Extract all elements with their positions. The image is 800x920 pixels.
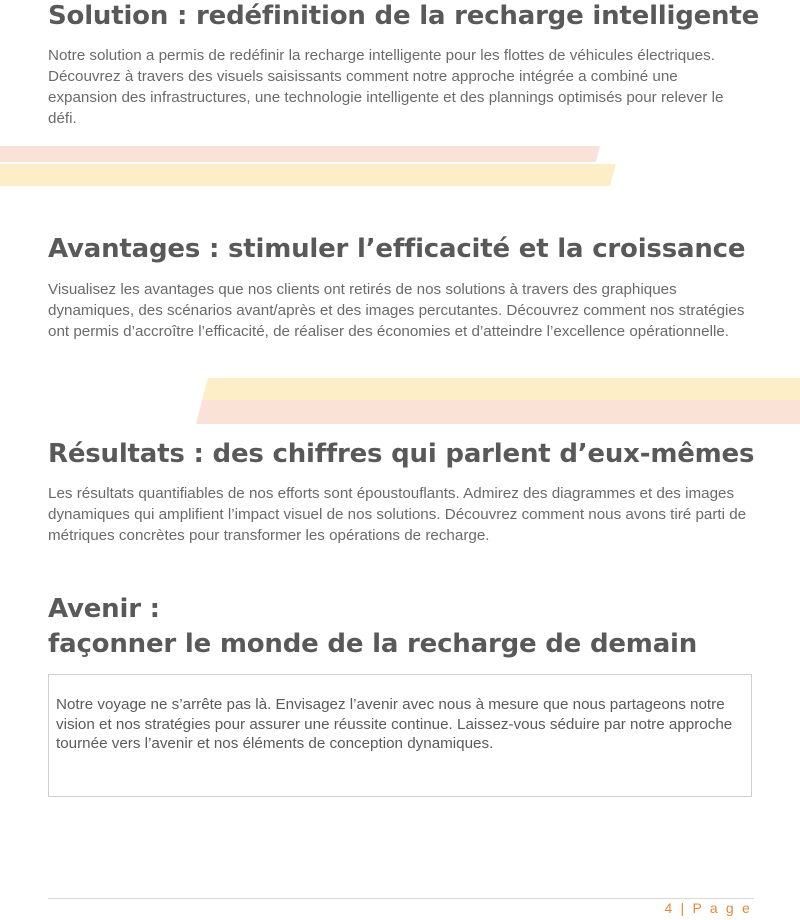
section-avantages-body: Visualisez les avantages que nos clients ont retirés de nos solutions à travers des graphiques dynamiques, des scénarios avant/après et des images percutantes. Découvrez comment nos stratégies ont permis d’accroître l’efficacité, de réaliser des économies et d’atteindre l’excellence opérationnelle.: [48, 281, 745, 340]
decorative-band-middle: [196, 378, 800, 426]
section-avenir-body: Notre voyage ne s’arrête pas là. Envisagez l’avenir avec nous à mesure que nous partageons notre vision et nos stratégies pour assurer une réussite continue. Laissez-vous séduire par notre approche tournée vers l’avenir et nos éléments de conception dynamiques.: [56, 696, 733, 752]
section-avenir-title-line1: Avenir :: [48, 594, 160, 624]
section-solution-body: Notre solution a permis de redéfinir la recharge intelligente pour les flottes de véhicules électriques. Découvrez à travers des visuels saisissants comment notre approche intégrée a combiné une expansion des infrastructures, une technologie intelligente et des plannings optimisés pour relever le défi.: [48, 47, 724, 127]
section-solution-title: Solution : redéfinition de la recharge intelligente: [48, 1, 760, 31]
decorative-band-top: [0, 144, 620, 188]
section-avantages-title: Avantages : stimuler l’efficacité et la croissance: [48, 234, 746, 264]
avenir-callout-box: [48, 674, 752, 797]
page-number: 4 | P a g e: [664, 900, 752, 916]
section-resultats-body: Les résultats quantifiables de nos efforts sont époustouflants. Admirez des diagrammes et des images dynamiques qui amplifient l’impact visuel de nos solutions. Découvrez comment nous avons tiré parti de métriques concrètes pour transformer les opérations de recharge.: [48, 485, 747, 544]
section-avenir-title-line2: façonner le monde de la recharge de demain: [48, 629, 698, 659]
footer-divider: [48, 898, 754, 899]
section-resultats-title: Résultats : des chiffres qui parlent d’eux-mêmes: [48, 439, 755, 469]
